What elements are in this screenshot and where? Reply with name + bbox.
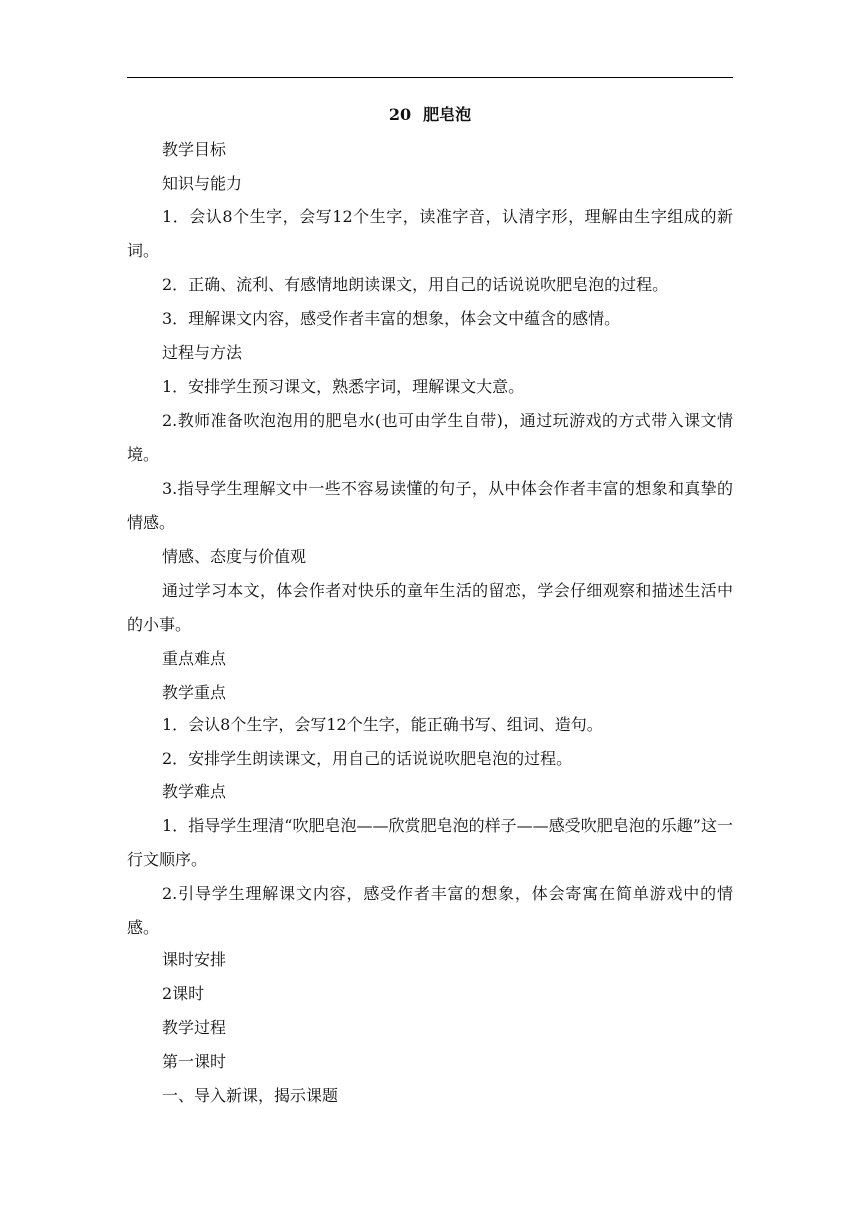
goal-item: 3．理解课文内容，感受作者丰富的想象，体会文中蕴含的感情。: [162, 309, 621, 328]
header-rule: [127, 77, 733, 78]
emotion-item: 通过学习本文，体会作者对快乐的童年生活的留恋，学会仔细观察和描述生活中的小事。: [127, 581, 733, 634]
heading-teaching-goals: 教学目标: [162, 140, 227, 159]
section-heading: 一、导入新课，揭示课题: [162, 1086, 339, 1105]
difficulty-item: 1．指导学生理清“吹肥皂泡——欣赏肥皂泡的样子——感受吹肥皂泡的乐趣”这一行文顺序。: [127, 816, 733, 869]
heading-emotion-values: 情感、态度与价值观: [162, 547, 307, 566]
heading-first-lesson: 第一课时: [162, 1052, 227, 1071]
heading-class-schedule: 课时安排: [162, 950, 227, 969]
focus-item: 2．安排学生朗读课文，用自己的话说说吹肥皂泡的过程。: [162, 749, 573, 768]
method-item: 2.教师准备吹泡泡用的肥皂水(也可由学生自带)，通过玩游戏的方式带入课文情境。: [127, 411, 733, 464]
document-title: [127, 104, 733, 126]
difficulty-item: 2.引导学生理解课文内容，感受作者丰富的想象，体会寄寓在简单游戏中的情感。: [127, 884, 733, 937]
heading-teaching-focus: 教学重点: [162, 683, 227, 702]
lesson-title: 肥皂泡: [423, 105, 472, 124]
heading-process-method: 过程与方法: [162, 343, 243, 362]
heading-knowledge-ability: 知识与能力: [162, 174, 243, 193]
schedule-item: 2课时: [162, 984, 205, 1003]
lesson-number: 20: [388, 105, 412, 124]
heading-key-difficult: 重点难点: [162, 649, 227, 668]
method-item: 3.指导学生理解文中一些不容易读懂的句子，从中体会作者丰富的想象和真挚的情感。: [127, 479, 733, 532]
focus-item: 1．会认8个生字，会写12个生字，能正确书写、组词、造句。: [162, 715, 603, 734]
heading-teaching-difficulty: 教学难点: [162, 782, 227, 801]
goal-item: 2．正确、流利、有感情地朗读课文，用自己的话说说吹肥皂泡的过程。: [162, 275, 669, 294]
method-item: 1．安排学生预习课文，熟悉字词，理解课文大意。: [162, 377, 525, 396]
goal-item: 1．会认8个生字，会写12个生字，读准字音，认清字形，理解由生字组成的新词。: [127, 207, 733, 260]
heading-teaching-process: 教学过程: [162, 1018, 227, 1037]
